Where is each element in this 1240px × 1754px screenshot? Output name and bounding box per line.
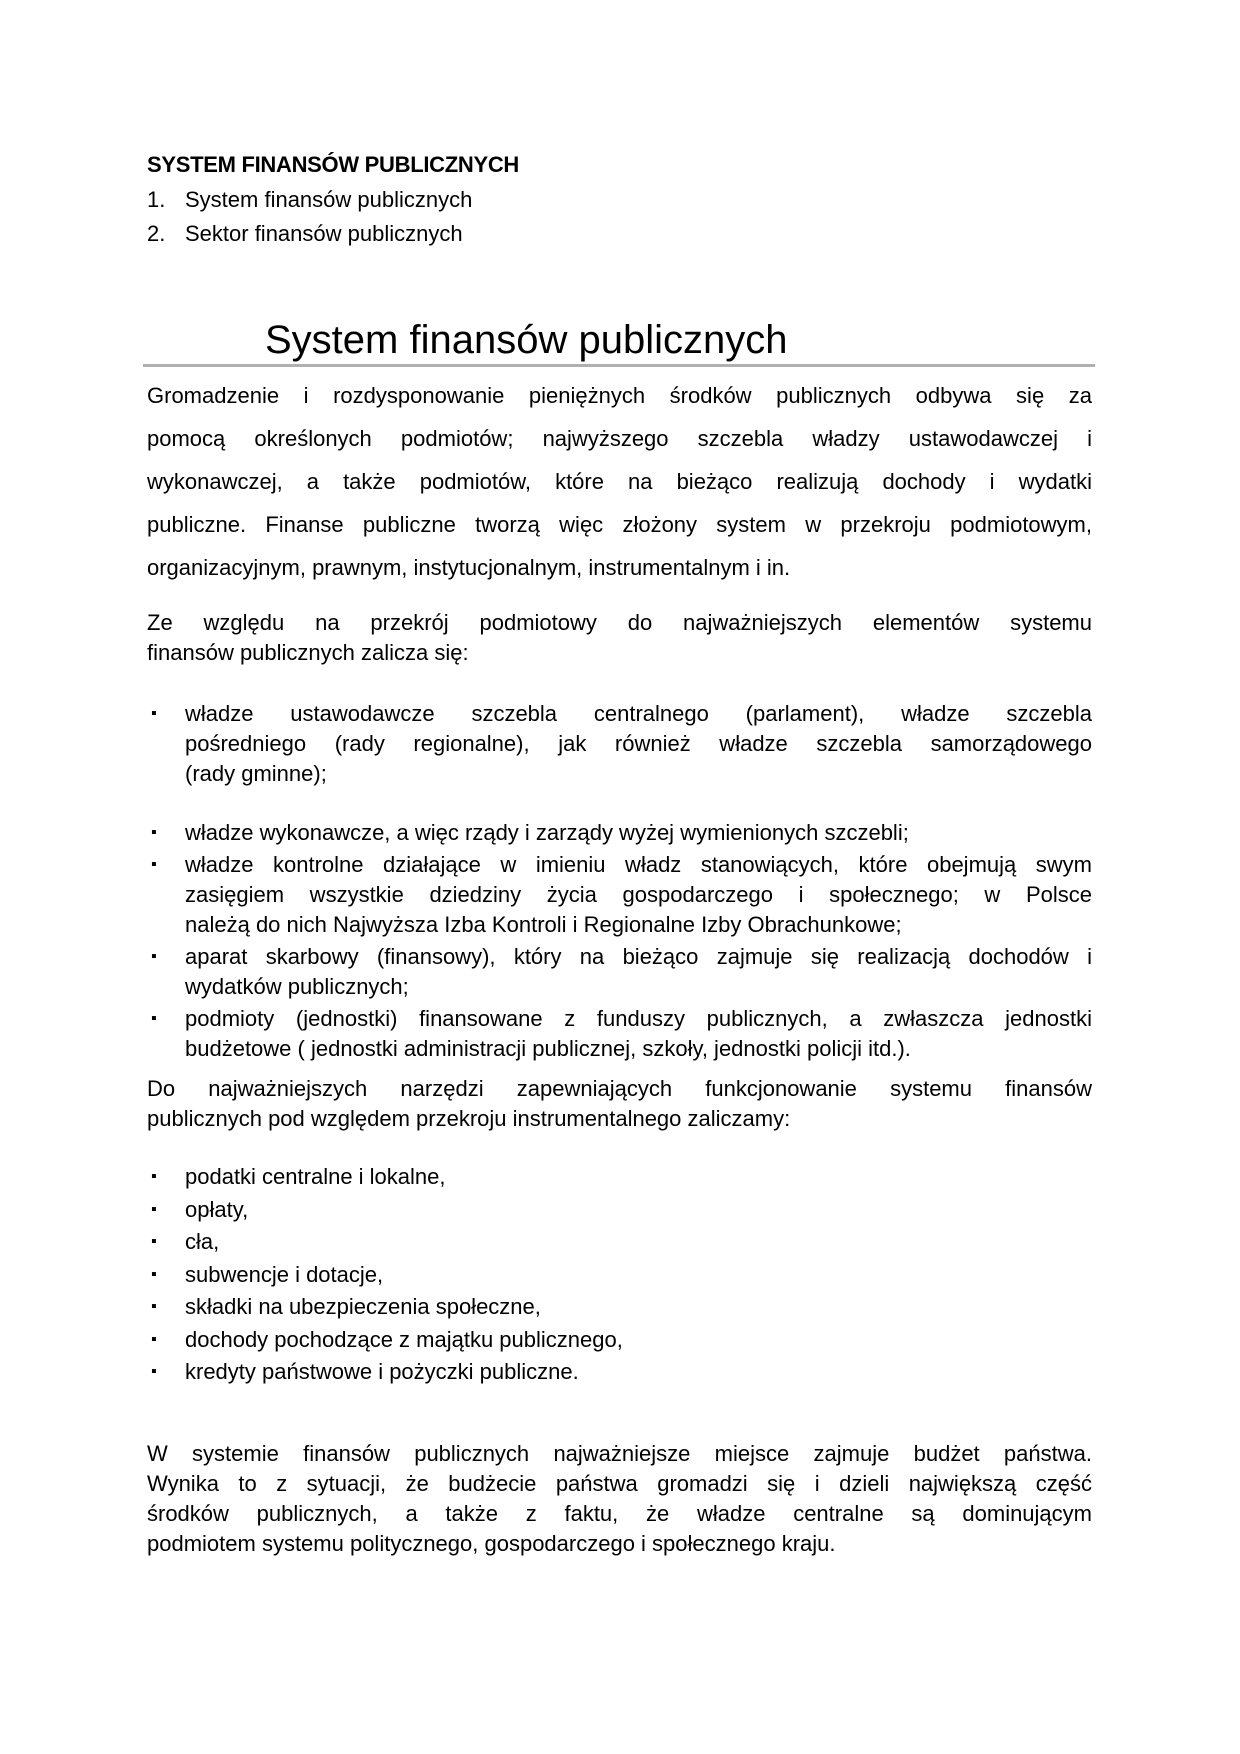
- bullet-icon: ▪: [151, 1200, 157, 1218]
- bullet-text: składki na ubezpieczenia społeczne,: [185, 1294, 541, 1319]
- bullet-text: cła,: [185, 1229, 220, 1254]
- toc-item-label: System finansów publicznych: [185, 187, 473, 212]
- text-line: wydatków publicznych;: [185, 974, 409, 999]
- text-line: władze ustawodawcze szczebla centralnego (parlament), władze szczebla: [185, 701, 1092, 726]
- text-line: budżetowe ( jednostki administracji publicznej, szkoły, jednostki policji itd.).: [185, 1036, 911, 1061]
- toc-item-number: 2.: [147, 221, 166, 246]
- bullet-item: [147, 1324, 623, 1356]
- bullet-item: [147, 1291, 541, 1323]
- bullet-item: [147, 1004, 1092, 1064]
- text-line: publicznych pod względem przekroju instrumentalnego zaliczamy:: [147, 1106, 791, 1131]
- text-line: środków publicznych, a także z faktu, że władze centralne są dominującym: [147, 1501, 1092, 1526]
- paragraph-budget: [147, 1439, 1092, 1559]
- text-line: należą do nich Najwyższa Izba Kontroli i Regionalne Izby Obrachunkowe;: [185, 912, 902, 937]
- bullet-text: dochody pochodzące z majątku publicznego,: [185, 1326, 623, 1352]
- text-line: aparat skarbowy (finansowy), który na bieżąco zajmuje się realizacją dochodów i: [185, 944, 1092, 969]
- heading-divider: [143, 364, 1095, 367]
- toc-title: SYSTEM FINANSÓW PUBLICZNYCH: [147, 152, 520, 177]
- section-heading: System finansów publicznych: [265, 318, 788, 362]
- bullet-icon: ▪: [151, 1330, 157, 1348]
- text-line: pomocą określonych podmiotów; najwyższego szczebla władzy ustawodawczej i: [147, 426, 1092, 451]
- paragraph-instruments: [147, 1074, 1092, 1134]
- text-line: zasięgiem wszystkie dziedziny życia gospodarczego i społecznego; w Polsce: [185, 882, 1092, 907]
- bullet-icon: ▪: [151, 1233, 157, 1250]
- bullet-text: podatki centralne i lokalne,: [185, 1164, 446, 1189]
- text-line: Wynika to z sytuacji, że budżecie państwa gromadzi się i dzieli największą część: [147, 1471, 1092, 1496]
- text-line: podmioty (jednostki) finansowane z funduszy publicznych, a zwłaszcza jednostki: [185, 1006, 1092, 1031]
- bullet-icon: ▪: [151, 824, 157, 841]
- toc-item-number: 1.: [147, 187, 166, 212]
- toc-item-label: Sektor finansów publicznych: [185, 221, 463, 246]
- text-line: Do najważniejszych narzędzi zapewniających funkcjonowanie systemu finansów: [147, 1076, 1092, 1101]
- text-line: władze wykonawcze, a więc rządy i zarządy wyżej wymienionych szczebli;: [185, 820, 909, 845]
- text-line: organizacyjnym, prawnym, instytucjonalnym, instrumentalnym i in.: [147, 555, 791, 580]
- bullet-item: [147, 1194, 248, 1226]
- bullet-text: kredyty państwowe i pożyczki publiczne.: [185, 1359, 579, 1384]
- text-line: Ze względu na przekrój podmiotowy do najważniejszych elementów systemu: [147, 610, 1092, 635]
- bullet-text: opłaty,: [185, 1196, 249, 1222]
- bullet-icon: ▪: [151, 705, 157, 722]
- text-line: władze kontrolne działające w imieniu władz stanowiących, które obejmują swym: [185, 852, 1092, 877]
- bullet-item: [147, 1356, 579, 1388]
- text-line: Gromadzenie i rozdysponowanie pieniężnych środków publicznych odbywa się za: [147, 383, 1092, 408]
- bullet-text: subwencje i dotacje,: [185, 1261, 384, 1287]
- text-line: pośredniego (rady regionalne), jak również władze szczebla samorządowego: [185, 731, 1092, 756]
- paragraph-intro: [147, 374, 1092, 589]
- bullet-item: [147, 699, 1092, 789]
- bullet-item: [147, 942, 1092, 1002]
- bullet-item: [147, 1226, 219, 1258]
- bullet-item: [147, 818, 1092, 848]
- text-line: wykonawczej, a także podmiotów, które na bieżąco realizują dochody i wydatki: [147, 469, 1092, 494]
- toc-item: [147, 221, 463, 247]
- text-line: finansów publicznych zalicza się:: [147, 640, 469, 665]
- text-line: podmiotem systemu politycznego, gospodarczego i społecznego kraju.: [147, 1531, 836, 1556]
- text-line: publiczne. Finanse publiczne tworzą więc złożony system w przekroju podmiotowym,: [147, 512, 1092, 537]
- bullet-item: [147, 1259, 383, 1291]
- bullet-icon: ▪: [151, 1010, 157, 1027]
- bullet-icon: ▪: [151, 1363, 157, 1380]
- bullet-icon: ▪: [151, 1265, 157, 1283]
- bullet-item: [147, 1161, 446, 1193]
- bullet-icon: ▪: [151, 1168, 157, 1185]
- text-line: (rady gminne);: [185, 761, 327, 786]
- toc-item: [147, 187, 472, 213]
- text-line: W systemie finansów publicznych najważniejsze miejsce zajmuje budżet państwa.: [147, 1441, 1092, 1466]
- paragraph-subject: [147, 608, 1092, 668]
- bullet-icon: ▪: [151, 948, 157, 965]
- bullet-icon: ▪: [151, 1298, 157, 1315]
- bullet-icon: ▪: [151, 856, 157, 873]
- bullet-item: [147, 850, 1092, 940]
